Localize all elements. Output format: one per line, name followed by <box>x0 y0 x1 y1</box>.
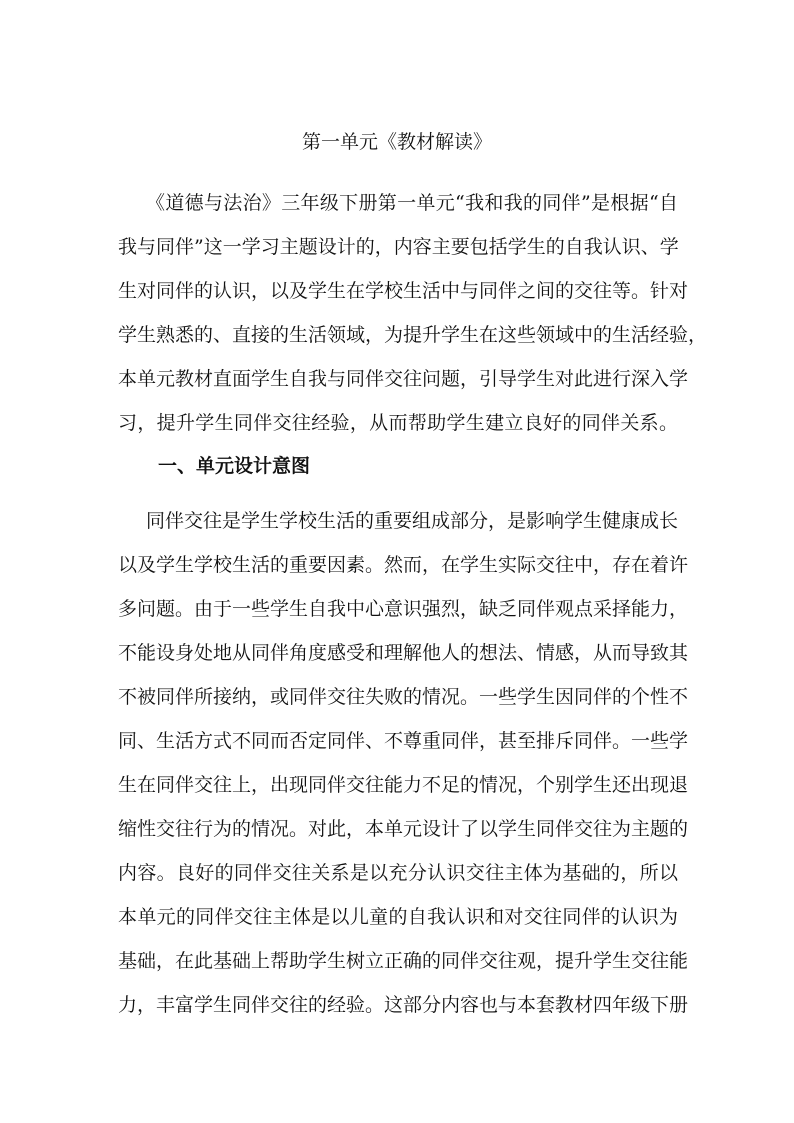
text-line: 不被同伴所接纳，或同伴交往失败的情况。一些学生因同伴的个性不 <box>118 686 689 708</box>
text-line: 以及学生学校生活的重要因素。然而，在学生实际交往中，存在着许 <box>118 554 689 576</box>
text-line: 基础，在此基础上帮助学生树立正确的同伴交往观，提升学生交往能 <box>118 950 689 972</box>
text-line: 不能设身处地从同伴角度感受和理解他人的想法、情感，从而导致其 <box>118 642 689 664</box>
text-line: 习，提升学生同伴交往经验，从而帮助学生建立良好的同伴关系。 <box>118 412 678 434</box>
text-line: 力，丰富学生同伴交往的经验。这部分内容也与本套教材四年级下册 <box>118 994 689 1016</box>
text-line: 多问题。由于一些学生自我中心意识强烈，缺乏同伴观点采择能力， <box>118 598 689 620</box>
text-line: 我与同伴”这一学习主题设计的，内容主要包括学生的自我认识、学 <box>118 236 679 258</box>
text-line: 内容。良好的同伴交往关系是以充分认识交往主体为基础的，所以 <box>118 862 678 884</box>
text-line: 缩性交往行为的情况。对此，本单元设计了以学生同伴交往为主题的 <box>118 818 689 840</box>
text-line: 生对同伴的认识，以及学生在学校生活中与同伴之间的交往等。针对 <box>118 280 689 302</box>
text-line: 同伴交往是学生学校生活的重要组成部分，是影响学生健康成长 <box>146 510 679 532</box>
section-heading: 一、单元设计意图 <box>158 455 311 477</box>
text-line: 本单元教材直面学生自我与同伴交往问题，引导学生对此进行深入学 <box>118 368 689 390</box>
text-line: 生在同伴交往上，出现同伴交往能力不足的情况，个别学生还出现退 <box>118 774 689 796</box>
text-line: 同、生活方式不同而否定同伴、不尊重同伴，甚至排斥同伴。一些学 <box>118 730 689 752</box>
text-line: 《道德与法治》三年级下册第一单元“我和我的同伴”是根据“自 <box>146 192 678 214</box>
text-line: 本单元的同伴交往主体是以儿童的自我认识和对交往同伴的认识为 <box>118 906 678 928</box>
document-title: 第一单元《教材解读》 <box>301 131 492 153</box>
text-line: 学生熟悉的、直接的生活领域，为提升学生在这些领域中的生活经验， <box>118 324 708 346</box>
